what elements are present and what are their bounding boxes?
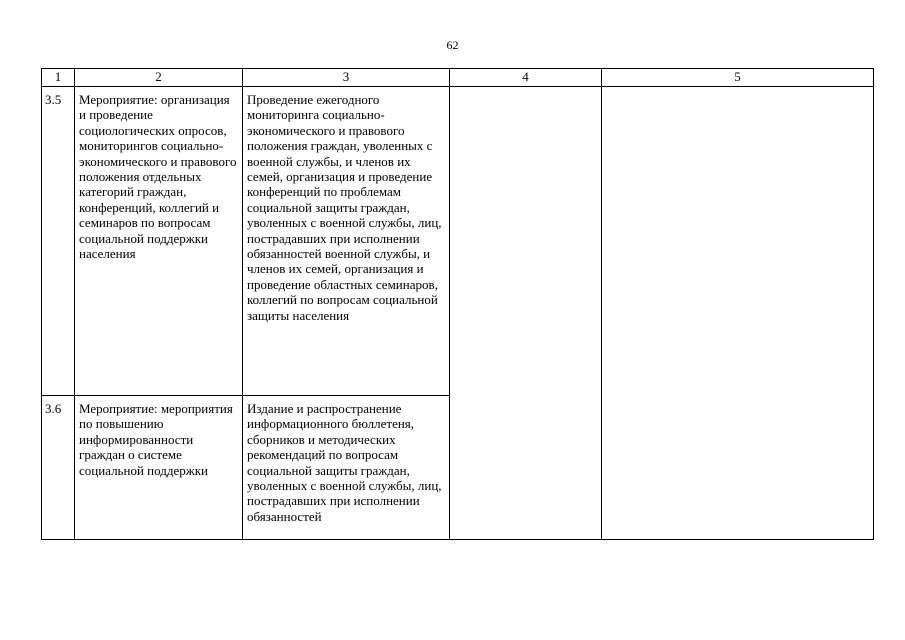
measures-table	[41, 68, 874, 540]
row-number: 3.5	[45, 92, 62, 107]
event-cell	[75, 396, 243, 540]
column-4-text	[450, 87, 601, 94]
row-number-cell	[42, 87, 75, 396]
row-number: 3.6	[45, 401, 62, 416]
column-header-3: 3	[243, 69, 450, 87]
table-row	[42, 87, 874, 396]
column-4-cell	[450, 87, 602, 540]
description-text: Проведение ежегодного мониторинга социально-экономического и правового положения граждан, уволенных с военной службы, и членов их семей, организация и проведение конференций по проблемам социальной защиты граждан, уволенных с военной службы, лиц, пострадавших при исполнении обязанностей военной службы, и членов их семей, организация и проведение областных семинаров, коллегий по вопросам социальной защиты населения	[247, 92, 442, 323]
event-text: Мероприятие: мероприятия по повышению информированности граждан о системе социальной поддержки	[79, 401, 233, 478]
column-5-text	[602, 87, 873, 94]
column-header-1: 1	[42, 69, 75, 87]
column-header-2: 2	[75, 69, 243, 87]
row-number-cell	[42, 396, 75, 540]
table-header-row	[42, 69, 874, 87]
column-header-5: 5	[602, 69, 874, 87]
description-cell	[243, 87, 450, 396]
event-text: Мероприятие: организация и проведение социологических опросов, мониторингов социально-экономического и правового положения отдельных категорий граждан, конференций, коллегий и семинаров по вопросам социальной поддержки населения	[79, 92, 237, 262]
event-cell	[75, 87, 243, 396]
description-text: Издание и распространение информационного бюллетеня, сборников и методических рекомендаций по вопросам социальной защиты граждан, уволенных с военной службы, лиц, пострадавших при исполнении обязанностей	[247, 401, 442, 524]
description-cell	[243, 396, 450, 540]
column-5-cell	[602, 87, 874, 540]
page-number: 62	[446, 38, 459, 52]
column-header-4: 4	[450, 69, 602, 87]
